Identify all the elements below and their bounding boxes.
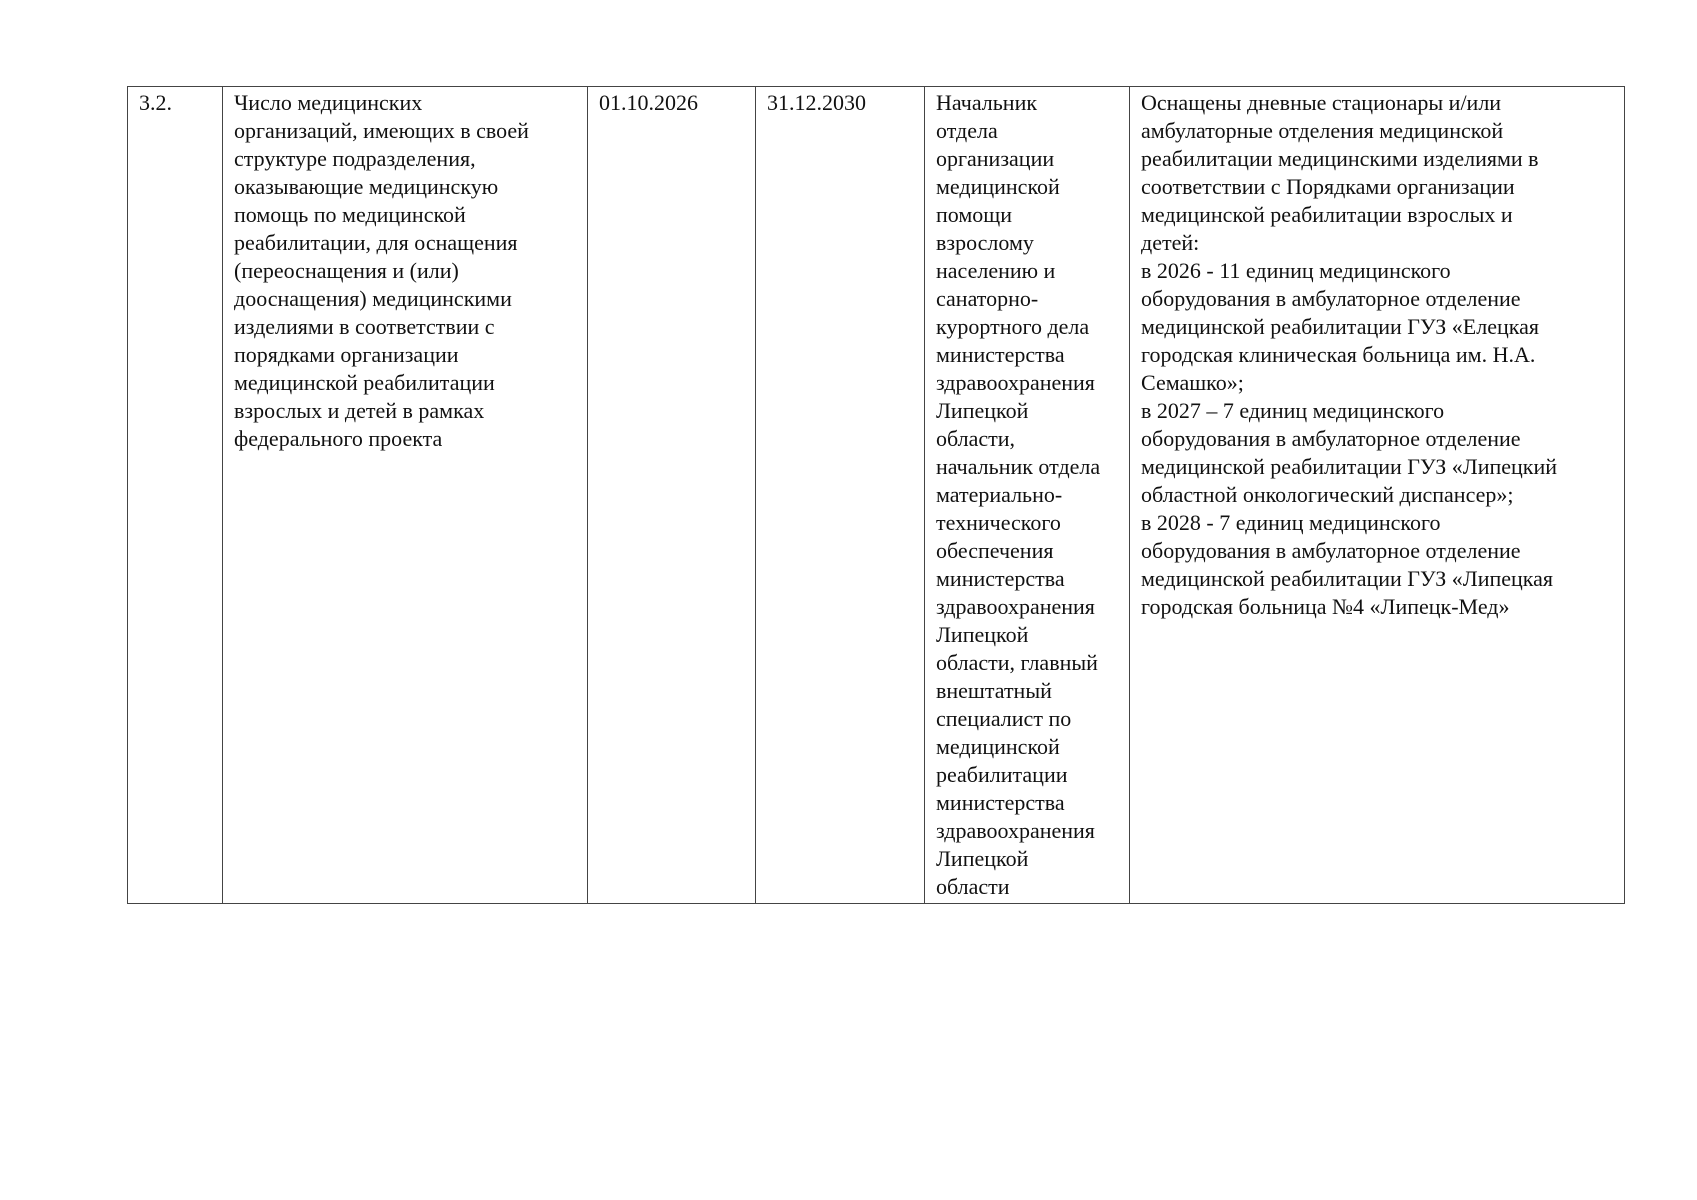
result-cell (1130, 87, 1625, 904)
end-date-cell (756, 87, 925, 904)
start-date: 01.10.2026 (599, 90, 698, 115)
responsible-cell (925, 87, 1130, 904)
table-row (128, 87, 1625, 904)
end-date: 31.12.2030 (767, 90, 866, 115)
row-number: 3.2. (139, 90, 172, 115)
plan-table (127, 86, 1625, 904)
responsible-text: Начальник отдела организации медицинской помощи взрослому населению и санаторно- курортного дела министерства здравоохранения Липецкой области, начальник отдела материально- технического обеспечения министерства здравоохранения Липецкой области, главный внештатный специалист по медицинской реабилитации министерства здравоохранения Липецкой области (936, 90, 1101, 899)
result-text: Оснащены дневные стационары и/или амбулаторные отделения медицинской реабилитации медицинскими изделиями в соответствии с Порядками организации медицинской реабилитации взрослых и детей: в 2026 - 11 единиц медицинского оборудования в амбулаторное отделение медицинской реабилитации ГУЗ «Елецкая городская клиническая больница им. Н.А. Семашко»; в 2027 – 7 единиц медицинского оборудования в амбулаторное отделение медицинской реабилитации ГУЗ «Липецкий областной онкологический диспансер»; в 2028 - 7 единиц медицинского оборудования в амбулаторное отделение медицинской реабилитации ГУЗ «Липецкая городская больница №4 «Липецк-Мед» (1141, 90, 1558, 619)
indicator-text: Число медицинских организаций, имеющих в своей структуре подразделения, оказывающие медицинскую помощь по медицинской реабилитации, для оснащения (переоснащения и (или) дооснащения) медицинскими изделиями в соответствии с порядками организации медицинской реабилитации взрослых и детей в рамках федерального проекта (234, 90, 529, 451)
start-date-cell (588, 87, 756, 904)
indicator-cell (223, 87, 588, 904)
row-number-cell (128, 87, 223, 904)
